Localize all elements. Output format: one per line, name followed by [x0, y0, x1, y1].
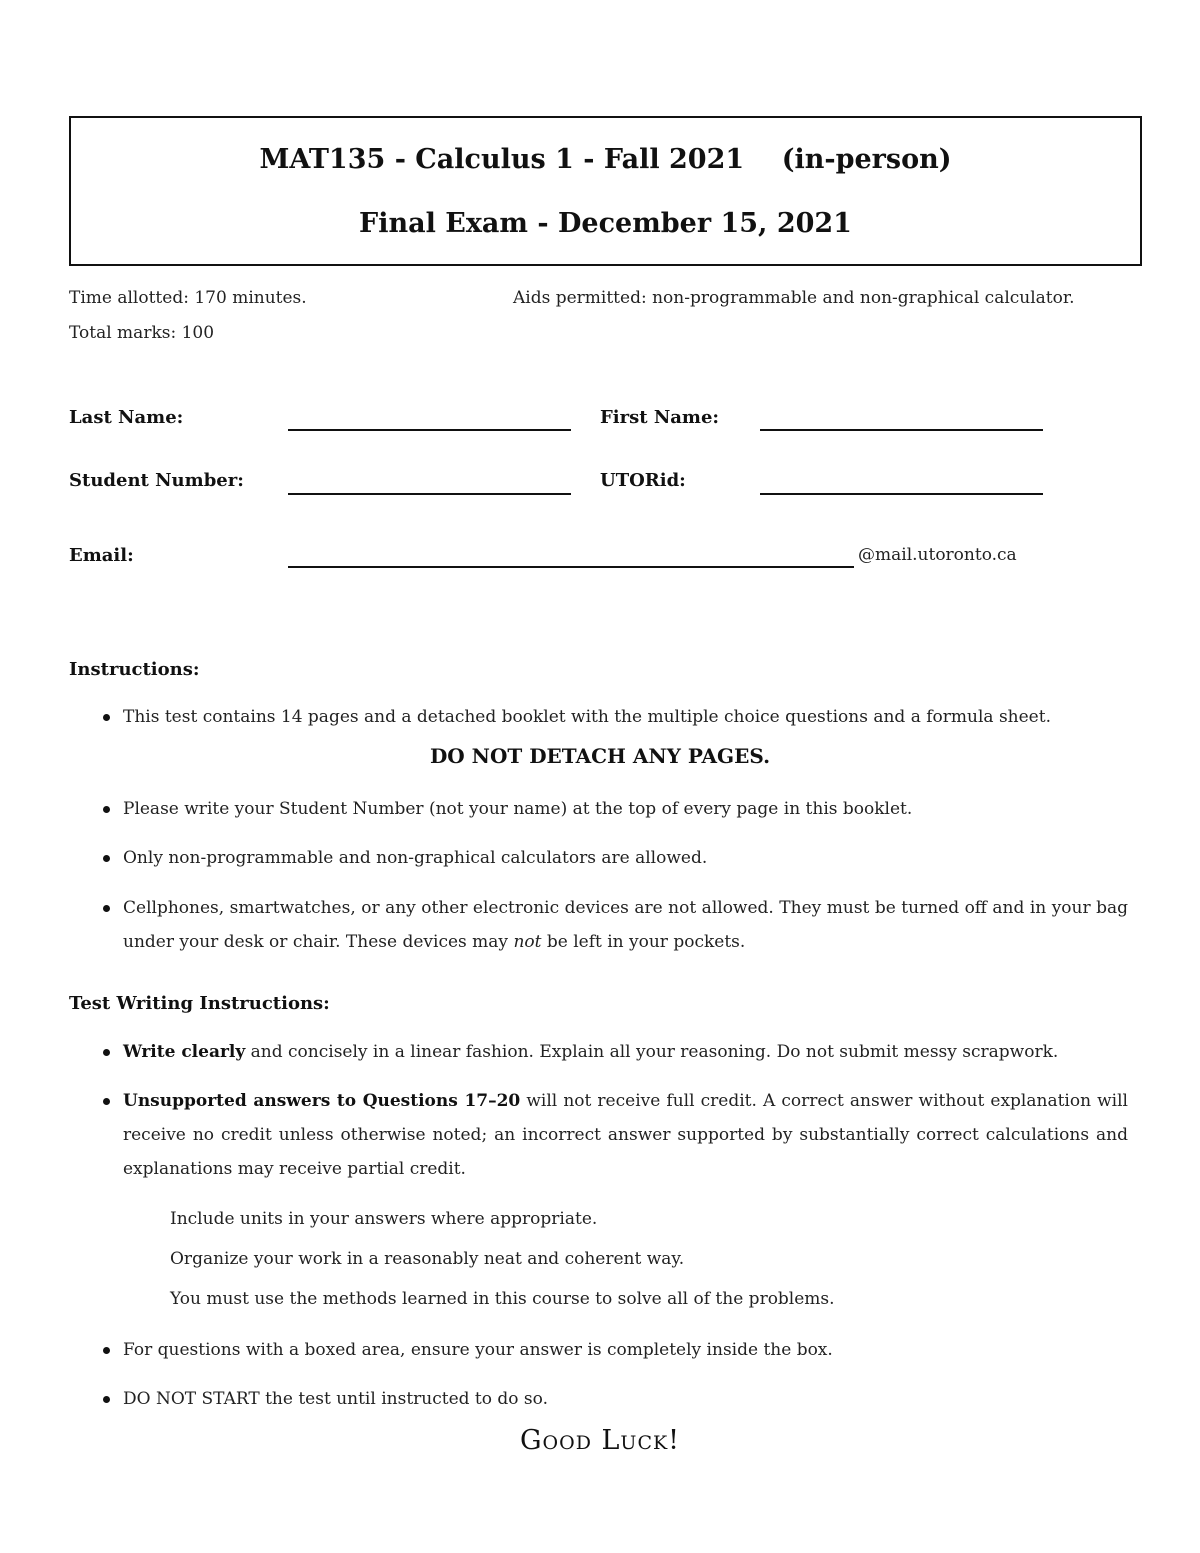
bullet-icon	[103, 1098, 113, 1108]
sub-instruction: Organize your work in a reasonably neat and coherent way.	[170, 1249, 685, 1269]
course-title: MAT135 - Calculus 1 - Fall 2021 (in-person)	[259, 144, 952, 175]
first-name-label: First Name:	[600, 407, 720, 428]
sub-instruction: You must use the methods learned in this course to solve all of the problems.	[170, 1289, 835, 1309]
instruction-item: Only non-programmable and non-graphical calculators are allowed.	[123, 848, 708, 868]
utorid-field[interactable]	[760, 493, 1043, 495]
good-luck-closing: Good Luck!	[519, 1425, 681, 1456]
test-writing-heading: Test Writing Instructions:	[69, 993, 330, 1014]
bullet-icon	[103, 1347, 113, 1357]
bullet-icon	[103, 905, 113, 915]
total-marks: Total marks: 100	[69, 323, 215, 343]
instruction-text: Cellphones, smartwatches, or any other electronic devices are not allowed. They must be turned off and in your bag under your desk or chair. These devices may	[123, 898, 1128, 952]
bold-text: Unsupported answers to Questions 17–20	[123, 1091, 521, 1111]
instruction-item: Please write your Student Number (not your name) at the top of every page in this booklet.	[123, 799, 913, 819]
instruction-item: This test contains 14 pages and a detached booklet with the multiple choice questions and a formula sheet.	[123, 707, 1051, 727]
instruction-text: and concisely in a linear fashion. Explain all your reasoning. Do not submit messy scrapwork.	[245, 1042, 1059, 1062]
bullet-icon	[103, 806, 113, 816]
utorid-label: UTORid:	[600, 470, 686, 491]
instruction-item: DO NOT START the test until instructed to do so.	[123, 1389, 548, 1409]
instruction-item	[123, 1084, 1128, 1186]
bold-text: Write clearly	[123, 1042, 246, 1062]
aids-permitted: Aids permitted: non-programmable and non-graphical calculator.	[513, 288, 1075, 308]
instructions-heading: Instructions:	[69, 659, 200, 680]
last-name-field[interactable]	[288, 429, 571, 431]
email-domain: @mail.utoronto.ca	[858, 545, 1017, 565]
exam-title: Final Exam - December 15, 2021	[359, 208, 852, 239]
first-name-field[interactable]	[760, 429, 1043, 431]
instruction-text: be left in your pockets.	[541, 932, 746, 952]
emphasis-text: not	[513, 932, 542, 952]
bullet-icon	[103, 1396, 113, 1406]
instruction-text: will not receive full credit. A correct answer without explanation will receive no credit unless otherwise noted; an incorrect answer supported by substantially correct calculations and explanations may receive partial credit.	[123, 1091, 1128, 1179]
student-number-label: Student Number:	[69, 470, 244, 491]
time-allotted: Time allotted: 170 minutes.	[69, 288, 307, 308]
bullet-icon	[103, 714, 113, 724]
title-box	[69, 116, 1142, 266]
detach-warning: DO NOT DETACH ANY PAGES.	[429, 744, 771, 768]
bullet-icon	[103, 855, 113, 865]
last-name-label: Last Name:	[69, 407, 184, 428]
student-number-field[interactable]	[288, 493, 571, 495]
instruction-item	[123, 891, 1128, 959]
sub-instruction: Include units in your answers where appropriate.	[170, 1209, 598, 1229]
email-field[interactable]	[288, 566, 854, 568]
email-label: Email:	[69, 545, 134, 566]
instruction-item: For questions with a boxed area, ensure your answer is completely inside the box.	[123, 1340, 833, 1360]
instruction-item	[123, 1035, 1128, 1069]
bullet-icon	[103, 1049, 113, 1059]
